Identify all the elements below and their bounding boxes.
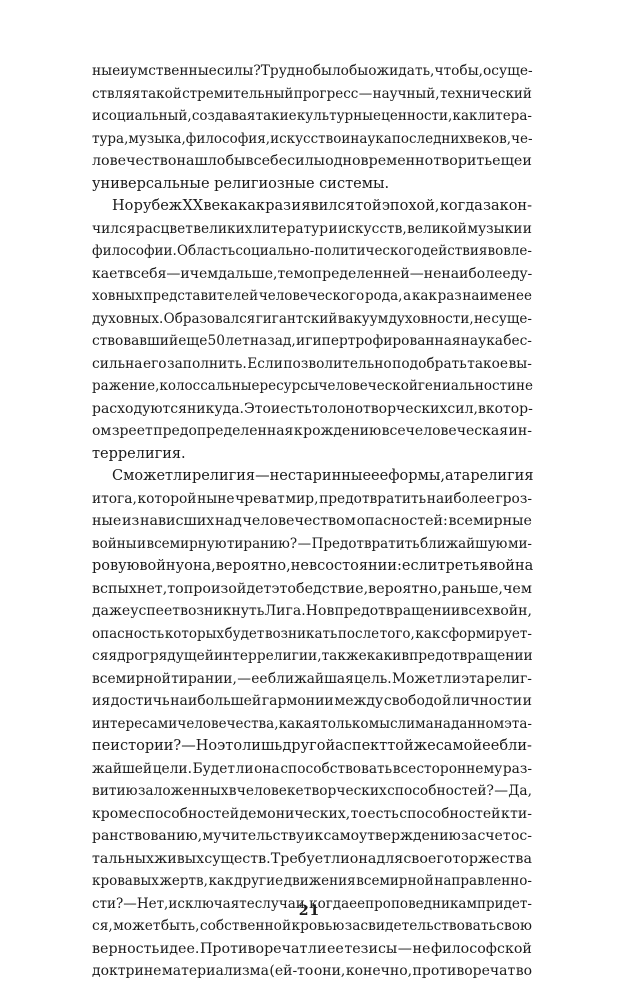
text-line: итога, которой ныне чреват мир, предотвратить наиболее гроз- (92, 490, 532, 507)
text-line: философии. Область социально-политического действия вовле- (92, 243, 532, 259)
text-line: тальных живых существ. Требует ли она для своего торжества (92, 850, 532, 867)
text-line: ия достичь наибольшей гармонии между свободой личности и (92, 693, 532, 709)
text-line: расходуются никуда. Это и есть то лоно творческих сил, в котор- (92, 400, 533, 417)
text-line: ствовавший еще 50 лет назад, и гипертрофированная наука бес- (92, 333, 532, 349)
text-line: тура, музыка, философия, искусство и наука последних веков, че- (92, 130, 533, 147)
text-line: кровавых жертв, как другие движения всемирной направленно- (92, 873, 532, 889)
text-line: ховных представителей человеческого рода, а как раз наименее (92, 288, 532, 304)
text-line: ровую войну она, вероятно, не в состоянии: если третья война (92, 558, 534, 574)
text-line: духовных. Образовался гигантский вакуум духовности, не суще- (92, 310, 532, 327)
text-line: террелигия. (92, 445, 186, 462)
text-line: пе истории? — Но это лишь другой аспект той же самой ее бли- (92, 738, 532, 754)
text-line: кает в себя — и чем дальше, тем определенней — не наиболее ду- (92, 265, 533, 282)
text-line: опасность которых будет возникать после того, как сформирует- (92, 625, 532, 642)
text-line: Сможет ли религия — не старинные ее формы, а та религия (112, 468, 534, 484)
text-line: ные из нависших над человечеством опасностей: всемирные (92, 513, 532, 529)
page-number: 21 (298, 903, 321, 919)
text-line: интересами человечества, какая только мыслима на данном эта- (92, 715, 532, 732)
body-text (92, 60, 532, 983)
text-line: верность идее. Противоречат ли ее тезисы — не философской (92, 940, 532, 957)
text-line: ловечество нашло бы в себе силы одновременно творить еще и (92, 153, 532, 169)
text-line: сти? — Нет, исключая те случаи, когда ее проповедникам придет- (92, 895, 532, 912)
text-line: ся, может быть, собственной кровью засвидетельствовать свою (92, 918, 532, 934)
text-line: ражение, колоссальные ресурсы человеческой гениальности не (92, 378, 534, 394)
text-line: всемирной тирании, — ее ближайшая цель. Может ли эта религ- (92, 670, 532, 687)
text-line: войны и всемирную тиранию? — Предотвратить ближайшую ми- (92, 535, 532, 552)
text-line: жайшей цели. Будет ли она способствовать всестороннему раз- (92, 760, 532, 777)
text-line: универсальные религиозные системы. (92, 175, 390, 192)
text-line: даже успеет возникнуть Лига. Но в предотвращении всех войн, (92, 603, 532, 619)
text-line: сильна его заполнить. Если позволительно подобрать такое вы- (92, 355, 532, 372)
text-line: доктрине материализма (ей-то они, конечно, противоречат во (92, 963, 532, 979)
text-line: чился расцвет великих литератур и искусств, великой музыки и (92, 220, 532, 237)
text-line: ранствованию, мучительству и к самоутверждению за счет ос- (92, 828, 532, 844)
text-line: ом зреет предопределенная к рождению всечеловеческая ин- (92, 423, 532, 439)
text-line: вспыхнет, то произойдет это бедствие, вероятно, раньше, чем (92, 580, 532, 597)
text-line: витию заложенных в человеке творческих способностей? — Да, (92, 783, 532, 799)
text-line: ные и умственные силы? Трудно было бы ожидать, чтобы, осуще- (92, 63, 533, 79)
text-line: ся ядро грядущей интеррелигии, так же как и в предотвращении (92, 648, 533, 664)
text-line: Но рубеж XX века как раз и явился той эпохой, когда закон- (112, 198, 532, 214)
text-line: кроме способностей демонических, то есть способностей к ти- (92, 805, 532, 822)
text-line: ствляя такой стремительный прогресс — научный, технический (92, 85, 532, 102)
text-line: и социальный, создавая такие культурные ценности, как литера- (92, 108, 532, 124)
